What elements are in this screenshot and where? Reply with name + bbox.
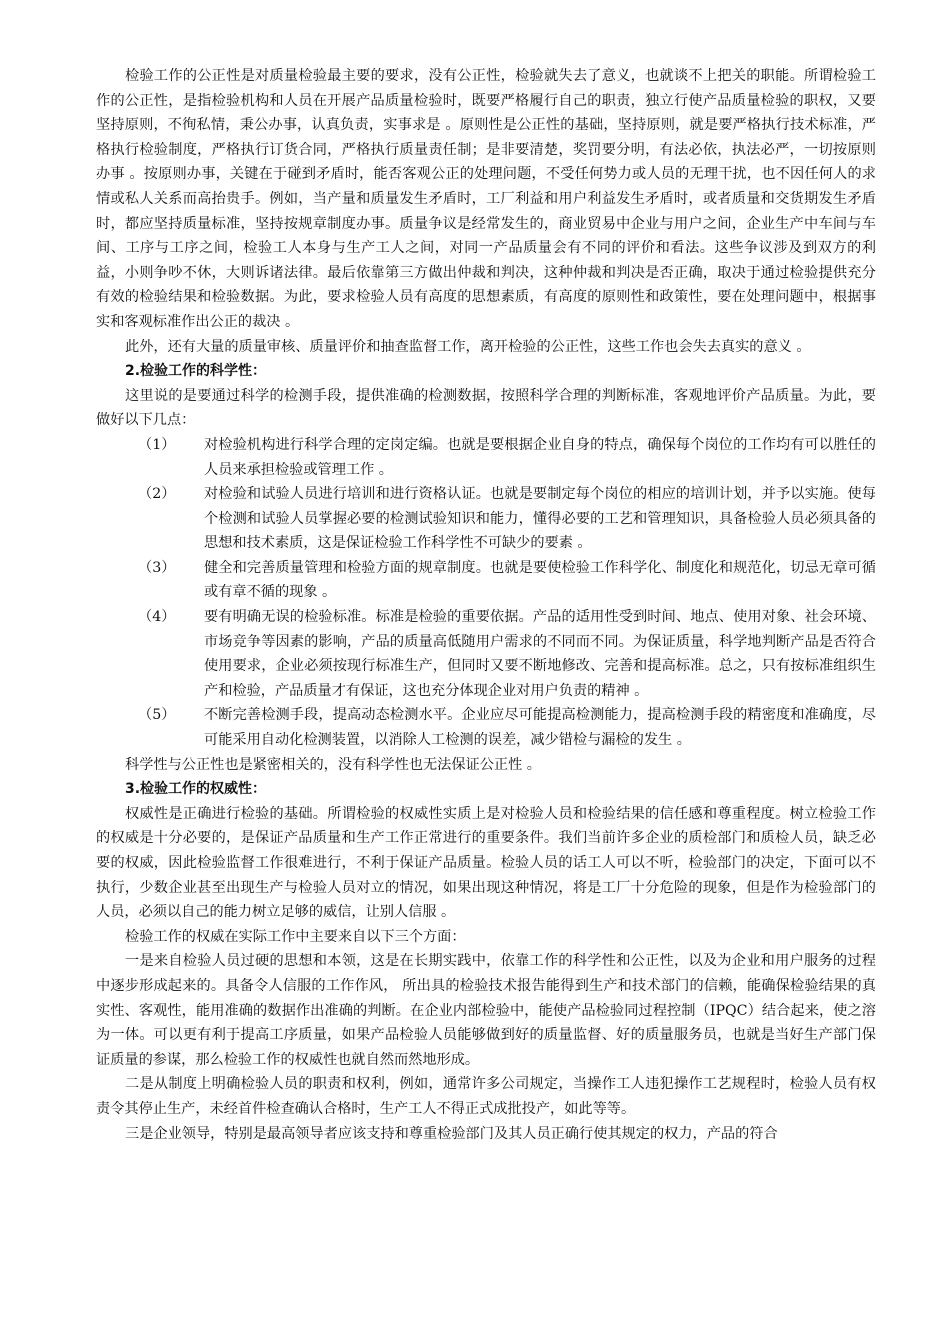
authority-source-three: 三是企业领导，特别是最高领导者应该支持和尊重检验部门及其人员正确行使其规定的权力，产品的符合 <box>125 1125 778 1142</box>
authority-source-one: 一是来自检验人员过硬的思想和本领，这是在长期实践中，依靠工作的科学性和公正性，以及为企业和用户服务的过程中逐步形成起来的。具备令人信服的工作作风， 所出具的检验技术报告能得到生产和技术部门的信赖，能确保检验结果的真实性、客观性，能用准确的数据作出准确的判断。在企业内部检验中，能使产品检验同过程控制（IPQC）结合起来，使之溶为一体。可以更有利于提高工序质量，如果产品检验人员能够做到好的质量监督、好的质量服务员，也就是当好生产部门保证质量的参谋，那么检验工作的权威性也就自然而然地形成。 <box>96 953 876 1068</box>
list-item-number: （1） <box>138 436 176 453</box>
list-item <box>96 703 876 752</box>
list-item <box>96 482 876 556</box>
list-item-number: （3） <box>138 559 176 576</box>
list-item <box>96 605 876 703</box>
list-item-number: （5） <box>138 707 176 724</box>
list-item <box>96 433 876 482</box>
impartiality-additional-paragraph: 此外，还有大量的质量审核、质量评价和抽查监督工作，离开检验的公正性，这些工作也会失去真实的意义 。 <box>125 338 811 355</box>
authority-sources-intro: 检验工作的权威在实际工作中主要来自以下三个方面： <box>125 928 466 945</box>
scientific-intro-paragraph: 这里说的是要通过科学的检测手段，提供准确的检测数据，按照科学合理的判断标准，客观地评价产品质量。为此，要做好以下几点： <box>96 387 876 429</box>
list-item-text: 对检验机构进行科学合理的定岗定编。也就是要根据企业自身的特点，确保每个岗位的工作均有可以胜任的人员来承担检验或管理工作 。 <box>204 436 876 478</box>
list-item-text: 健全和完善质量管理和检验方面的规章制度。也就是要使检验工作科学化、制度化和规范化，切忌无章可循或有章不循的现象 。 <box>204 559 876 601</box>
authority-source-two: 二是从制度上明确检验人员的职责和权利，例如，通常许多公司规定，当操作工人违犯操作工艺规程时，检验人员有权责令其停止生产，未经首件检查确认合格时，生产工人不得正式成批投产，如此等等。 <box>96 1076 876 1117</box>
list-item-number: （4） <box>138 609 176 626</box>
list-item-text: 要有明确无误的检验标准。标准是检验的重要依据。产品的适用性受到时间、地点、使用对象、社会环境、市场竞争等因素的影响，产品的质量高低随用户需求的不同而不同。为保证质量，科学地判断产品是否符合使用要求，企业必须按现行标准生产，但同时又要不断地修改、完善和提高标准。总之，只有按标准组织生产和检验，产品质量才有保证，这也充分体现企业对用户负责的精神 。 <box>204 609 876 699</box>
impartiality-paragraph: 检验工作的公正性是对质量检验最主要的要求，没有公正性，检验就失去了意义，也就谈不上把关的职能。所谓检验工作的公正性，是指检验机构和人员在开展产品质量检验时，既要严格履行自己的职责，独立行使产品质量检验的职权，又要坚持原则，不徇私情，秉公办事，认真负责，实事求是 。原则性是公正性的基础，坚持原则，就是要严格执行技术标准，严格执行检验制度，严格执行订货合同，严格执行质量责任制；是非要清楚，奖罚要分明，有法必依，执法必严，一切按原则办事 。按原则办事，关键在于碰到矛盾时，能否客观公正的处理问题，不受任何势力或人员的无理干扰，也不因任何人的求情或私人关系而高抬贵手。例如，当产量和质量发生矛盾时，工厂利益和用户利益发生矛盾时，或者质量和交货期发生矛盾时，都应坚持质量标准，坚持按规章制度办事。质量争议是经常发生的，商业贸易中企业与用户之间，企业生产中车间与车间、工序与工序之间，检验工人本身与生产工人之间，对同一产品质量会有不同的评价和看法。这些争议涉及到双方的利益，小则争吵不休，大则诉诸法律。最后依靠第三方做出仲裁和判决，这种仲裁和判决是否正确，取决于通过检验提供充分有效的检验结果和检验数据。为此，要求检验人员有高度的思想素质，有高度的原则性和政策性，要在处理问题中，根据事实和客观标准作出公正的裁决 。 <box>96 68 876 330</box>
document-page <box>96 64 876 1146</box>
section-heading-authority: 3.检验工作的权威性： <box>125 781 267 798</box>
list-item-number: （2） <box>138 486 176 503</box>
list-item <box>96 556 876 605</box>
list-item-text: 对检验和试验人员进行培训和进行资格认证。也就是要制定每个岗位的相应的培训计划，并予以实施。使每个检测和试验人员掌握必要的检测试验知识和能力，懂得必要的工艺和管理知识，具备检验人员必须具备的思想和技术素质，这是保证检验工作科学性不可缺少的要素 。 <box>204 486 876 552</box>
section-heading-scientific: 2.检验工作的科学性： <box>125 363 267 380</box>
scientific-closing-paragraph: 科学性与公正性也是紧密相关的，没有科学性也无法保证公正性 。 <box>125 756 541 773</box>
authority-paragraph: 权威性是正确进行检验的基础。所谓检验的权威性实质上是对检验人员和检验结果的信任感和尊重程度。树立检验工作的权威是十分必要的，是保证产品质量和生产工作正常进行的重要条件。我们当前许多企业的质检部门和质检人员，缺乏必要的权威，因此检验监督工作很难进行，不利于保证产品质量。检验人员的话工人可以不听，检验部门的决定，下面可以不执行，少数企业甚至出现生产与检验人员对立的情况，如果出现这种情况，将是工厂十分危险的现象，但是作为检验部门的人员，必须以自己的能力树立足够的威信，让别人信服 。 <box>96 805 876 921</box>
list-item-text: 不断完善检测手段，提高动态检测水平。企业应尽可能提高检测能力，提高检测手段的精密度和准确度，尽可能采用自动化检测装置，以消除人工检测的误差，减少错检与漏检的发生 。 <box>204 707 876 749</box>
